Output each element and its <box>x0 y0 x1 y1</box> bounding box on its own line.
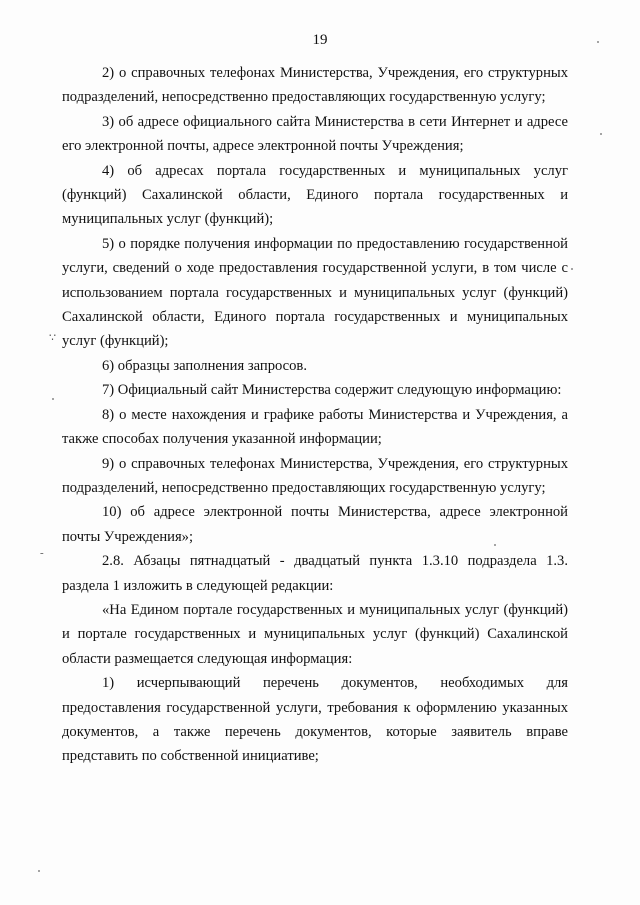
paragraph-quoted-intro: «На Едином портале государственных и муниципальных услуг (функций) и портале государственных и муниципальных услуг (функций) Сахалинской области размещается следующая информация: <box>62 601 568 667</box>
scan-speck <box>52 398 54 400</box>
paragraph-item-8: 8) о месте нахождения и графике работы Министерства и Учреждения, а также способах получения указанной информации; <box>62 406 568 448</box>
paragraph-item-9: 9) о справочных телефонах Министерства, Учреждения, его структурных подразделений, непосредственно предоставляющих государственную услугу; <box>62 455 568 496</box>
paragraph-quoted-item-1: 1) исчерпывающий перечень документов, необходимых для предоставления государственной услуги, требования к оформлению указанных документов, а также перечень документов, которые заявитель вправе представить по собственной инициативе; <box>62 675 568 765</box>
margin-mark: ∵ <box>49 332 56 344</box>
scan-speck <box>571 268 573 270</box>
scan-speck <box>494 544 496 546</box>
paragraph-item-2: 2) о справочных телефонах Министерства, Учреждения, его структурных подразделений, непосредственно предоставляющих государственную услугу; <box>62 65 568 106</box>
paragraph-item-7: 7) Официальный сайт Министерства содержит следующую информацию: <box>102 382 562 399</box>
paragraph-item-10: 10) об адресе электронной почты Министерства, адресе электронной почты Учреждения»; <box>62 504 568 545</box>
scan-speck <box>38 870 40 872</box>
paragraph-item-5: 5) о порядке получения информации по предоставлению государственной услуги, сведений о ходе предоставления государственной услуги, в том числе с использованием портала государственных и муниципальных услуг (функций) Сахалинской области, Единого портала государственных и муниципальных услуг (функций); <box>62 235 568 350</box>
scan-speck <box>600 133 602 135</box>
scan-speck <box>597 41 599 43</box>
margin-mark: - <box>40 547 44 559</box>
paragraph-item-3: 3) об адресе официального сайта Министерства в сети Интернет и адресе его электронной почты, адресе электронной почты Учреждения; <box>62 113 568 155</box>
page-number: 19 <box>312 32 328 48</box>
document-body <box>62 61 568 769</box>
paragraph-item-4: 4) об адресах портала государственных и муниципальных услуг (функций) Сахалинской области, Единого портала государственных и муниципальных услуг (функций); <box>62 162 568 228</box>
paragraph-amendment-2-8: 2.8. Абзацы пятнадцатый - двадцатый пункта 1.3.10 подраздела 1.3. раздела 1 изложить в следующей редакции: <box>62 553 568 594</box>
paragraph-item-6: 6) образцы заполнения запросов. <box>102 357 307 374</box>
